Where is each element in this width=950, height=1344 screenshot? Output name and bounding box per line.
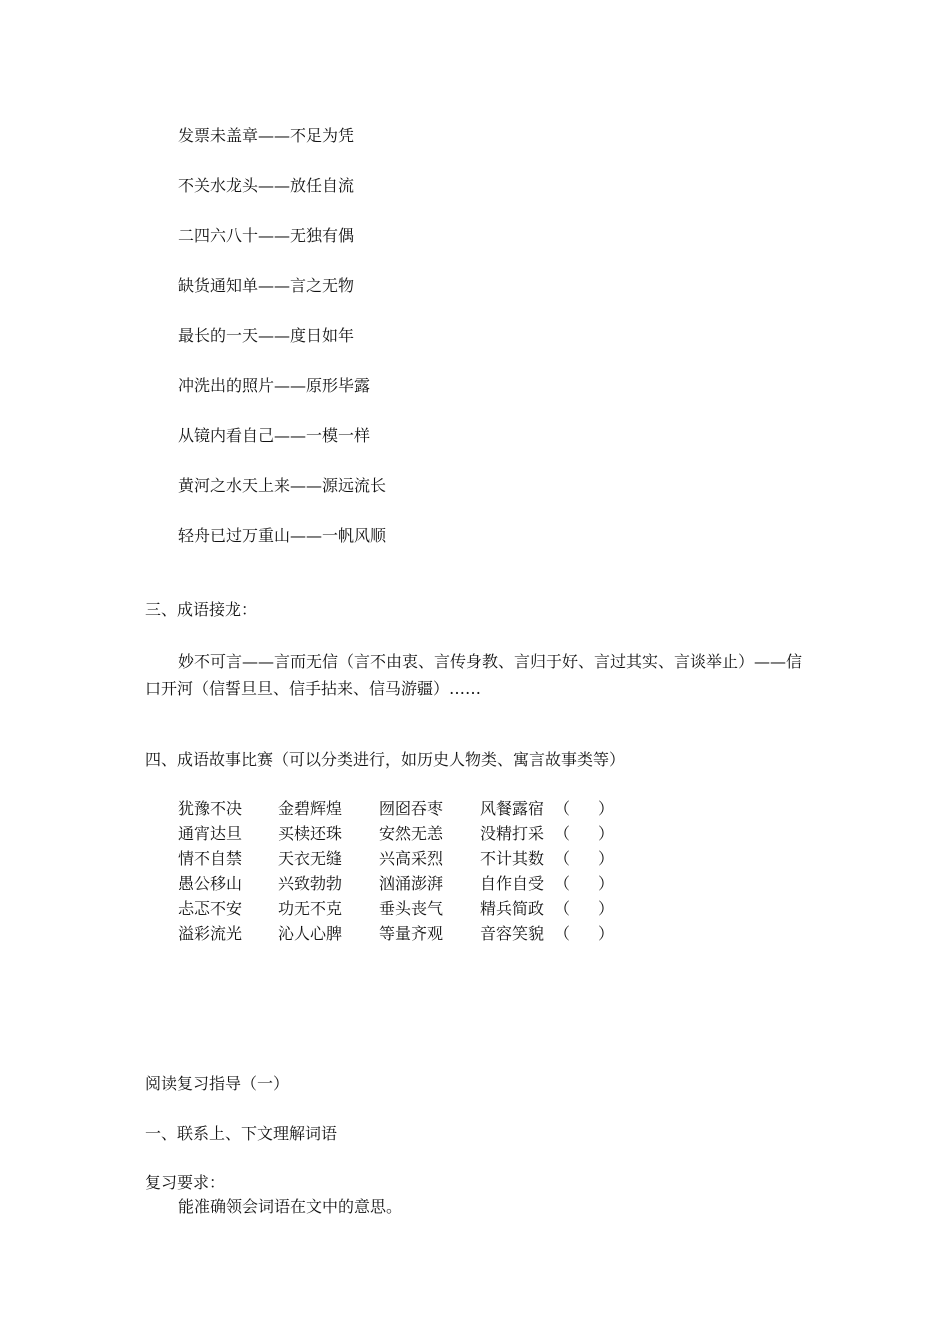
answer-blank-close: ）: [598, 924, 615, 943]
answer-blank-close: ）: [598, 874, 615, 893]
idiom-cell: 垂头丧气: [379, 899, 444, 918]
riddle-line: 冲洗出的照片——原形毕露: [178, 376, 371, 395]
riddle-line: 黄河之水天上来——源远流长: [178, 476, 387, 495]
answer-blank-open: （: [554, 849, 571, 868]
idiom-cell: 沁人心脾: [278, 924, 343, 943]
requirement-label: 复习要求：: [145, 1173, 226, 1192]
riddle-line: 二四六八十——无独有偶: [178, 226, 355, 245]
idiom-cell: 囫囵吞枣: [379, 799, 444, 818]
answer-blank-close: ）: [598, 799, 615, 818]
idiom-cell: 天衣无缝: [278, 849, 343, 868]
idiom-cell: 没精打采: [480, 824, 545, 843]
idiom-cell: 自作自受: [480, 874, 545, 893]
idiom-cell: 安然无恙: [379, 824, 444, 843]
idiom-cell: 风餐露宿: [480, 799, 545, 818]
section-heading-story-contest: 四、成语故事比赛（可以分类进行，如历史人物类、寓言故事类等）: [145, 750, 626, 769]
idiom-cell: 情不自禁: [178, 849, 243, 868]
idiom-cell: 汹涌澎湃: [379, 874, 444, 893]
answer-blank-close: ）: [598, 824, 615, 843]
idiom-cell: 功无不克: [278, 899, 343, 918]
idiom-cell: 音容笑貌: [480, 924, 545, 943]
requirement-text: 能准确领会词语在文中的意思。: [178, 1197, 403, 1216]
riddle-line: 最长的一天——度日如年: [178, 326, 355, 345]
idiom-cell: 精兵简政: [480, 899, 545, 918]
answer-blank-open: （: [554, 824, 571, 843]
idiom-cell: 等量齐观: [379, 924, 444, 943]
idiom-cell: 通宵达旦: [178, 824, 243, 843]
riddle-line: 发票未盖章——不足为凭: [178, 126, 355, 145]
idiom-cell: 溢彩流光: [178, 924, 243, 943]
answer-blank-close: ）: [598, 849, 615, 868]
riddle-line: 不关水龙头——放任自流: [178, 176, 355, 195]
idiom-cell: 兴致勃勃: [278, 874, 343, 893]
answer-blank-close: ）: [598, 899, 615, 918]
reading-review-title: 阅读复习指导（一）: [145, 1074, 290, 1093]
idiom-cell: 不计其数: [480, 849, 545, 868]
answer-blank-open: （: [554, 799, 571, 818]
riddle-line: 缺货通知单——言之无物: [178, 276, 355, 295]
idiom-chain-paragraph: 妙不可言——言而无信（言不由衷、言传身教、言归于好、言过其实、言谈举止）——信口开河（信誓旦旦、信手拈来、信马游疆）……: [145, 652, 803, 698]
reading-section-heading: 一、联系上、下文理解词语: [145, 1124, 338, 1143]
idiom-cell: 愚公移山: [178, 874, 243, 893]
riddle-line: 轻舟已过万重山——一帆风顺: [178, 526, 387, 545]
idiom-cell: 犹豫不决: [178, 799, 243, 818]
answer-blank-open: （: [554, 924, 571, 943]
answer-blank-open: （: [554, 874, 571, 893]
idiom-cell: 买椟还珠: [278, 824, 343, 843]
riddle-line: 从镜内看自己——一模一样: [178, 426, 371, 445]
idiom-cell: 金碧辉煌: [278, 799, 343, 818]
idiom-cell: 忐忑不安: [178, 899, 243, 918]
section-heading-idiom-chain: 三、成语接龙：: [145, 600, 258, 619]
answer-blank-open: （: [554, 899, 571, 918]
idiom-cell: 兴高采烈: [379, 849, 444, 868]
